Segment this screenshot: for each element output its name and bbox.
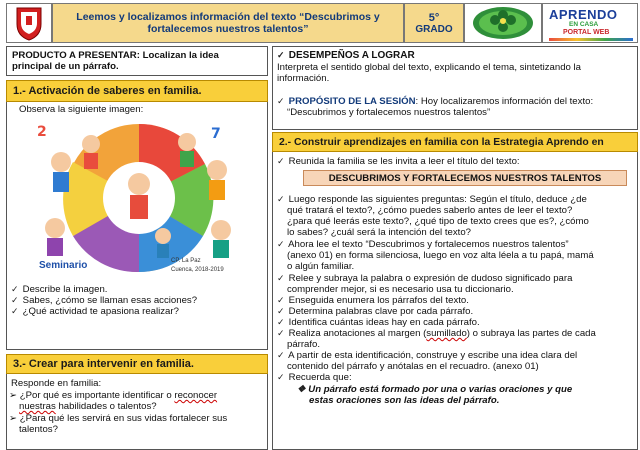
checkmark-icon: ✓: [277, 273, 285, 283]
children-talents-image: [31, 118, 243, 282]
section-2-heading: 2.- Construir aprendizajes en familia con la Estrategia Aprendo en: [272, 132, 638, 152]
section-3-question-1-cont: nuestras habilidades o talentos?: [19, 401, 157, 412]
diamond-bullet-icon: ❖: [297, 384, 306, 395]
section-3-body: [6, 374, 268, 450]
shield-icon: [7, 4, 51, 42]
arrow-bullet-icon: ➢: [9, 413, 18, 424]
key-idea-line-1: ❖ Un párrafo está formado por una o varias oraciones y que: [297, 384, 573, 395]
checkmark-icon: ✓: [277, 50, 285, 60]
institution-seal: [464, 3, 542, 43]
image-caption-seminario: Seminario: [39, 260, 88, 271]
section-1-body: [6, 102, 268, 350]
title-line-2: fortalecemos nuestros talentos”: [147, 23, 309, 35]
section-2-line: ✓ Relee y subraya la palabra o expresión de dudoso significado para: [277, 273, 573, 284]
checkmark-icon: ✓: [277, 96, 285, 106]
section-2-line: ✓ Enseguida enumera los párrafos del texto.: [277, 295, 469, 306]
section-2-line: o algún familiar.: [287, 261, 355, 272]
checkmark-icon: ✓: [277, 306, 285, 316]
product-box: [6, 46, 268, 76]
section-2-line: ✓ Recuerda que:: [277, 372, 352, 383]
checkmark-icon: ✓: [11, 295, 19, 305]
grade-label: GRADO: [415, 23, 453, 35]
svg-text:2: 2: [37, 124, 47, 140]
title-line-1: Leemos y localizamos información del texto “Descubrimos y: [76, 11, 380, 23]
section-2-line: comprender mejor, si es necesario usa tu diccionario.: [287, 284, 514, 295]
section-1-item: ✓ Describe la imagen.: [11, 284, 108, 295]
section-2-line: (anexo 01) en forma silenciosa, luego en voz alta léela a tu papá, mamá: [287, 250, 594, 261]
product-label: PRODUCTO A PRESENTAR:: [12, 50, 140, 61]
section-3-question-2-cont: talentos?: [19, 424, 58, 435]
section-2-line: lo sabes? ¿cuál será la intención del texto?: [287, 227, 471, 238]
logo-sub-1: EN CASA: [569, 21, 599, 28]
section-2-line: contenido del párrafo y anótalas en el recuadro. (anexo 01): [287, 361, 539, 372]
clover-seal-icon: [465, 4, 541, 42]
text-title-banner: DESCUBRIMOS Y FORTALECEMOS NUESTROS TALENTOS: [303, 170, 627, 186]
section-2-line: ✓ Ahora lee el texto “Descubrimos y fortalecemos nuestros talentos”: [277, 239, 569, 250]
section-2-line: ✓ Identifica cuántas ideas hay en cada párrafo.: [277, 317, 480, 328]
logo-title: APRENDO: [549, 7, 618, 22]
section-2-line: qué tratará el texto?, ¿cómo puedes saberlo antes de leer el texto?: [287, 205, 573, 216]
purpose-row: ✓ PROPÓSITO DE LA SESIÓN: Hoy localizaremos información del texto:: [277, 96, 594, 107]
logo-color-strip: [549, 38, 633, 41]
checkmark-icon: ✓: [277, 328, 285, 338]
grade-badge: [404, 3, 464, 43]
checkmark-icon: ✓: [277, 372, 285, 382]
talents-illustration: [31, 118, 243, 282]
image-caption-place: CP. La Paz: [171, 258, 201, 264]
checkmark-icon: ✓: [277, 194, 285, 204]
section-1-item: ✓ Sabes, ¿cómo se llaman esas acciones?: [11, 295, 198, 306]
section-1-intro: Observa la siguiente imagen:: [19, 104, 144, 115]
grade-number: 5°: [428, 11, 440, 24]
section-3-question-1: ➢ ¿Por qué es importante identificar o reconocer: [9, 390, 218, 401]
svg-text:7: 7: [211, 126, 221, 142]
section-2-line: ✓ Realiza anotaciones al margen (sumillado) o subraya las partes de cada: [277, 328, 596, 339]
section-2-line: ✓ Luego responde las siguientes preguntas: Según el título, deduce ¿de: [277, 194, 587, 205]
section-3-heading: 3.- Crear para intervenir en familia.: [6, 354, 268, 374]
performance-heading-row: ✓ DESEMPEÑOS A LOGRAR: [277, 50, 415, 61]
aprendo-en-casa-logo: [542, 3, 638, 43]
section-2-line: ✓ A partir de esta identificación, construye y escribe una idea clara del: [277, 350, 578, 361]
page-title: [52, 3, 404, 43]
key-idea-line-2: estas oraciones son las ideas del párrafo.: [309, 395, 500, 406]
checkmark-icon: ✓: [277, 295, 285, 305]
checkmark-icon: ✓: [11, 284, 19, 294]
section-3-intro: Responde en familia:: [11, 378, 102, 389]
section-3-question-2: ➢ ¿Para qué les servirá en sus vidas fortalecer sus: [9, 413, 228, 424]
section-2-line: ¿para qué leerás este texto?, ¿qué tipo de texto crees que es?, ¿cómo: [287, 216, 589, 227]
purpose-line-2: “Descubrimos y fortalecemos nuestros talentos”: [287, 107, 491, 118]
image-caption-year: Cuenca, 2018-2019: [171, 267, 224, 273]
checkmark-icon: ✓: [277, 156, 285, 166]
performance-box: [272, 46, 638, 130]
checkmark-icon: ✓: [11, 306, 19, 316]
arrow-bullet-icon: ➢: [9, 390, 18, 401]
performance-line-2: información.: [277, 73, 330, 84]
logo-sub-2: PORTAL WEB: [563, 29, 610, 36]
checkmark-icon: ✓: [277, 350, 285, 360]
checkmark-icon: ✓: [277, 239, 285, 249]
section-2-reunida: ✓ Reunida la familia se les invita a leer el título del texto:: [277, 156, 520, 167]
school-logo: [6, 3, 52, 43]
checkmark-icon: ✓: [277, 317, 285, 327]
section-1-item: ✓ ¿Qué actividad te apasiona realizar?: [11, 306, 179, 317]
performance-line-1: Interpreta el sentido global del texto, explicando el tema, sintetizando la: [277, 62, 581, 73]
section-2-line: párrafo.: [287, 339, 321, 350]
section-2-line: ✓ Determina palabras clave por cada párrafo.: [277, 306, 474, 317]
section-2-body: [272, 152, 638, 450]
product-text-2: principal de un párrafo.: [12, 61, 119, 72]
section-1-heading: 1.- Activación de saberes en familia.: [6, 80, 268, 102]
product-text-1: Localizan la idea: [139, 50, 219, 61]
